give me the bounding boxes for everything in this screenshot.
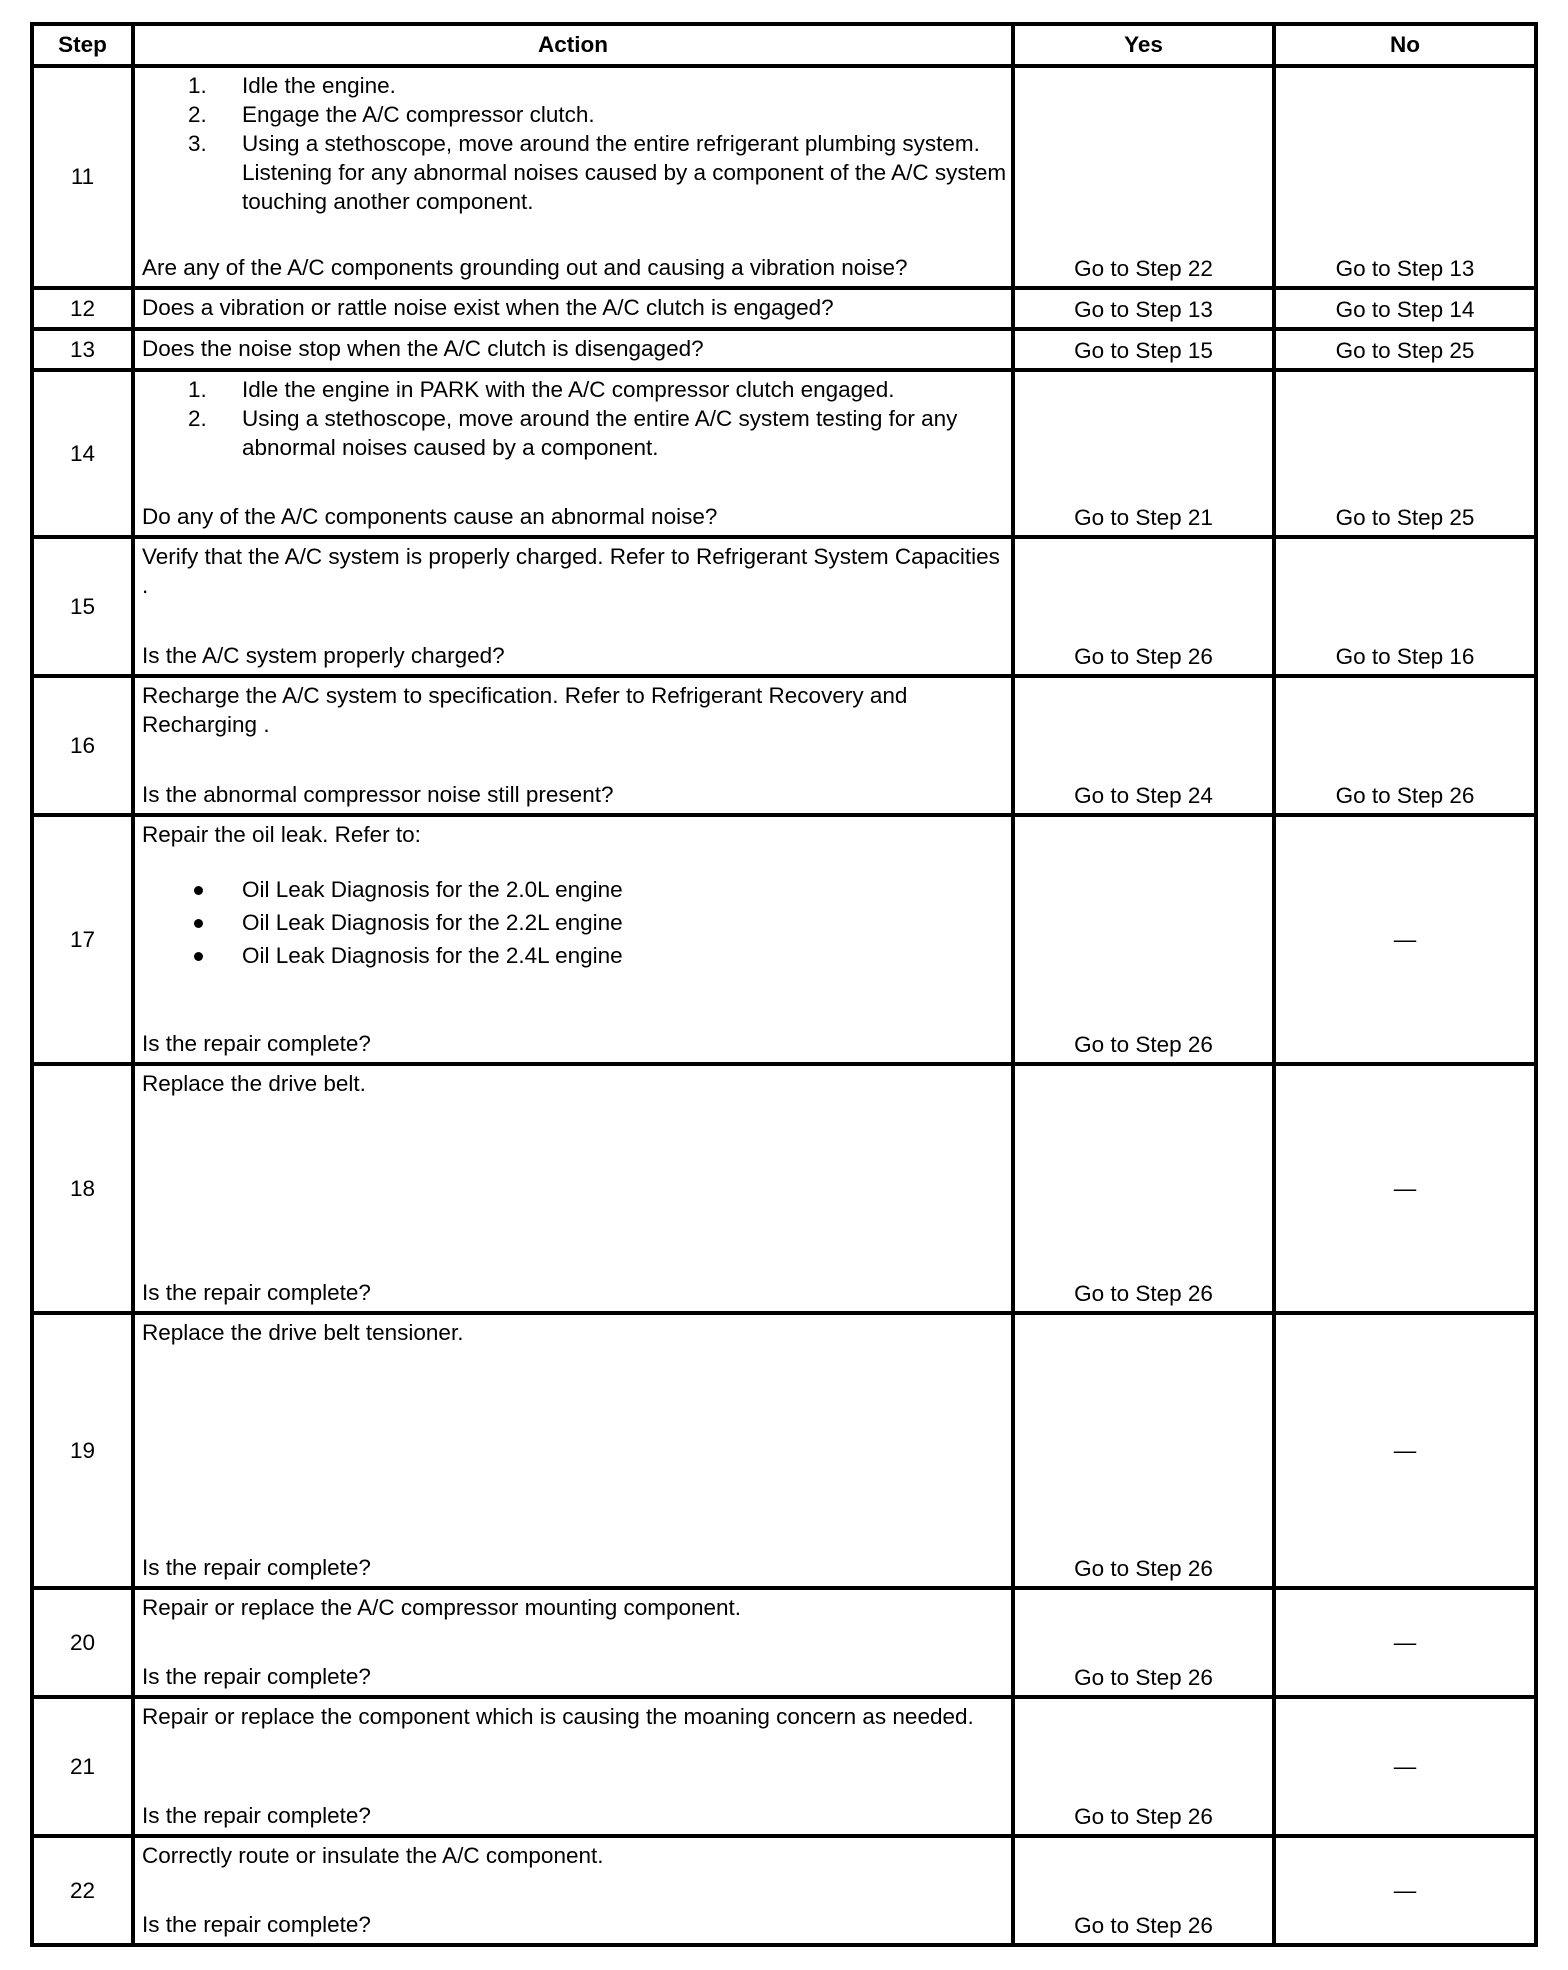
bullet-icon bbox=[194, 886, 203, 895]
action-content bbox=[142, 1318, 1008, 1582]
action-cell bbox=[133, 815, 1013, 1064]
action-instructions bbox=[142, 375, 1008, 462]
table-row bbox=[32, 676, 1536, 815]
question-text: Does the noise stop when the A/C clutch is disengaged? bbox=[142, 336, 704, 361]
yes-outcome: Go to Step 26 bbox=[1013, 1588, 1274, 1697]
action-content bbox=[142, 681, 1008, 809]
no-outcome: Go to Step 25 bbox=[1274, 370, 1536, 537]
no-outcome: Go to Step 14 bbox=[1274, 288, 1536, 329]
no-outcome: — bbox=[1274, 815, 1536, 1064]
action-instructions bbox=[142, 820, 1008, 972]
instruction-text: Repair or replace the component which is causing the moaning concern as needed. bbox=[142, 1704, 974, 1729]
question-text: Is the repair complete? bbox=[142, 1912, 371, 1937]
no-outcome: — bbox=[1274, 1588, 1536, 1697]
header-action: Action bbox=[133, 24, 1013, 66]
bullet-text: Oil Leak Diagnosis for the 2.2L engine bbox=[242, 910, 623, 935]
action-instructions bbox=[142, 1069, 1008, 1098]
step-number: 22 bbox=[32, 1836, 133, 1945]
step-number: 16 bbox=[32, 676, 133, 815]
question-text: Do any of the A/C components cause an abnormal noise? bbox=[142, 504, 718, 529]
action-instructions bbox=[142, 1318, 1008, 1347]
no-outcome: Go to Step 25 bbox=[1274, 329, 1536, 370]
action-content bbox=[142, 542, 1008, 670]
step-number: 15 bbox=[32, 537, 133, 676]
table-row bbox=[32, 1064, 1536, 1313]
action-content bbox=[142, 1841, 1008, 1939]
bullet-icon bbox=[194, 919, 203, 928]
header-row bbox=[32, 24, 1536, 66]
action-cell bbox=[133, 1836, 1013, 1945]
table-row bbox=[32, 1313, 1536, 1588]
no-outcome: Go to Step 16 bbox=[1274, 537, 1536, 676]
question-text: Is the repair complete? bbox=[142, 1031, 371, 1056]
bullet-item bbox=[142, 939, 1008, 972]
yes-outcome: Go to Step 26 bbox=[1013, 537, 1274, 676]
question-text: Does a vibration or rattle noise exist when the A/C clutch is engaged? bbox=[142, 295, 834, 320]
instruction-text: Replace the drive belt. bbox=[142, 1071, 366, 1096]
step-text: Using a stethoscope, move around the entire refrigerant plumbing system. Listening for any abnormal noises caused by a component of the A/C system touching another component. bbox=[242, 131, 1007, 214]
header-yes: Yes bbox=[1013, 24, 1274, 66]
step-number: 12 bbox=[32, 288, 133, 329]
question-text: Is the abnormal compressor noise still present? bbox=[142, 782, 614, 807]
bullet-list bbox=[142, 873, 1008, 972]
numbered-steps bbox=[142, 375, 1008, 462]
bullet-text: Oil Leak Diagnosis for the 2.4L engine bbox=[242, 943, 623, 968]
question-text: Is the repair complete? bbox=[142, 1803, 371, 1828]
instruction-text: Repair or replace the A/C compressor mounting component. bbox=[142, 1595, 742, 1620]
step-index: 3. bbox=[188, 131, 207, 156]
table-row bbox=[32, 370, 1536, 537]
action-content bbox=[142, 334, 1008, 364]
instruction-text: Verify that the A/C system is properly charged. Refer to Refrigerant System Capacities . bbox=[142, 544, 1000, 598]
numbered-step bbox=[142, 71, 1008, 100]
action-instructions bbox=[142, 1593, 1008, 1622]
bullet-item bbox=[142, 873, 1008, 906]
table-row bbox=[32, 1836, 1536, 1945]
action-cell bbox=[133, 1697, 1013, 1836]
header-step: Step bbox=[32, 24, 133, 66]
instruction-text: Correctly route or insulate the A/C component. bbox=[142, 1843, 604, 1868]
action-content bbox=[142, 1069, 1008, 1307]
step-index: 1. bbox=[188, 73, 207, 98]
action-instructions bbox=[142, 542, 1008, 600]
table-row bbox=[32, 1697, 1536, 1836]
step-text: Idle the engine. bbox=[242, 73, 396, 98]
numbered-steps bbox=[142, 71, 1008, 216]
table-row bbox=[32, 815, 1536, 1064]
bullet-icon bbox=[194, 952, 203, 961]
step-number: 21 bbox=[32, 1697, 133, 1836]
yes-outcome: Go to Step 21 bbox=[1013, 370, 1274, 537]
question-text: Is the repair complete? bbox=[142, 1664, 371, 1689]
question-text: Are any of the A/C components grounding out and causing a vibration noise? bbox=[142, 255, 908, 280]
no-outcome: — bbox=[1274, 1697, 1536, 1836]
yes-outcome: Go to Step 22 bbox=[1013, 66, 1274, 288]
step-index: 1. bbox=[188, 377, 207, 402]
no-outcome: — bbox=[1274, 1064, 1536, 1313]
step-index: 2. bbox=[188, 102, 207, 127]
yes-outcome: Go to Step 13 bbox=[1013, 288, 1274, 329]
question-text: Is the A/C system properly charged? bbox=[142, 643, 505, 668]
action-content bbox=[142, 375, 1008, 531]
step-text: Idle the engine in PARK with the A/C compressor clutch engaged. bbox=[242, 377, 895, 402]
step-number: 14 bbox=[32, 370, 133, 537]
diagnostic-table bbox=[30, 22, 1538, 1947]
yes-outcome: Go to Step 26 bbox=[1013, 1064, 1274, 1313]
numbered-step bbox=[142, 404, 1008, 462]
yes-outcome: Go to Step 26 bbox=[1013, 1697, 1274, 1836]
bullet-text: Oil Leak Diagnosis for the 2.0L engine bbox=[242, 877, 623, 902]
step-number: 19 bbox=[32, 1313, 133, 1588]
action-instructions bbox=[142, 1841, 1008, 1870]
action-instructions bbox=[142, 681, 1008, 739]
action-cell bbox=[133, 1588, 1013, 1697]
instruction-text: Repair the oil leak. Refer to: bbox=[142, 822, 421, 847]
action-cell bbox=[133, 676, 1013, 815]
no-outcome: Go to Step 26 bbox=[1274, 676, 1536, 815]
action-content bbox=[142, 293, 1008, 323]
yes-outcome: Go to Step 26 bbox=[1013, 1836, 1274, 1945]
step-number: 11 bbox=[32, 66, 133, 288]
yes-outcome: Go to Step 24 bbox=[1013, 676, 1274, 815]
action-cell bbox=[133, 288, 1013, 329]
numbered-step bbox=[142, 375, 1008, 404]
action-instructions bbox=[142, 71, 1008, 216]
no-outcome: — bbox=[1274, 1313, 1536, 1588]
table-row bbox=[32, 288, 1536, 329]
action-instructions bbox=[142, 1702, 1008, 1731]
step-text: Engage the A/C compressor clutch. bbox=[242, 102, 595, 127]
question-text: Is the repair complete? bbox=[142, 1280, 371, 1305]
step-text: Using a stethoscope, move around the entire A/C system testing for any abnormal noises caused by a component. bbox=[242, 406, 958, 460]
bullet-item bbox=[142, 906, 1008, 939]
numbered-step bbox=[142, 129, 1008, 216]
step-number: 18 bbox=[32, 1064, 133, 1313]
numbered-step bbox=[142, 100, 1008, 129]
yes-outcome: Go to Step 15 bbox=[1013, 329, 1274, 370]
action-content bbox=[142, 820, 1008, 1058]
instruction-text: Recharge the A/C system to specification. Refer to Refrigerant Recovery and Recharging . bbox=[142, 683, 908, 737]
action-content bbox=[142, 1593, 1008, 1691]
header-no: No bbox=[1274, 24, 1536, 66]
action-content bbox=[142, 1702, 1008, 1830]
no-outcome: Go to Step 13 bbox=[1274, 66, 1536, 288]
action-cell bbox=[133, 1313, 1013, 1588]
table-row bbox=[32, 537, 1536, 676]
action-cell bbox=[133, 66, 1013, 288]
step-number: 20 bbox=[32, 1588, 133, 1697]
yes-outcome: Go to Step 26 bbox=[1013, 815, 1274, 1064]
action-cell bbox=[133, 1064, 1013, 1313]
action-cell bbox=[133, 329, 1013, 370]
action-content bbox=[142, 71, 1008, 282]
step-index: 2. bbox=[188, 406, 207, 431]
yes-outcome: Go to Step 26 bbox=[1013, 1313, 1274, 1588]
action-cell bbox=[133, 537, 1013, 676]
step-number: 13 bbox=[32, 329, 133, 370]
table-row bbox=[32, 1588, 1536, 1697]
action-cell bbox=[133, 370, 1013, 537]
table-row bbox=[32, 66, 1536, 288]
no-outcome: — bbox=[1274, 1836, 1536, 1945]
table-row bbox=[32, 329, 1536, 370]
step-number: 17 bbox=[32, 815, 133, 1064]
instruction-text: Replace the drive belt tensioner. bbox=[142, 1320, 464, 1345]
question-text: Is the repair complete? bbox=[142, 1555, 371, 1580]
